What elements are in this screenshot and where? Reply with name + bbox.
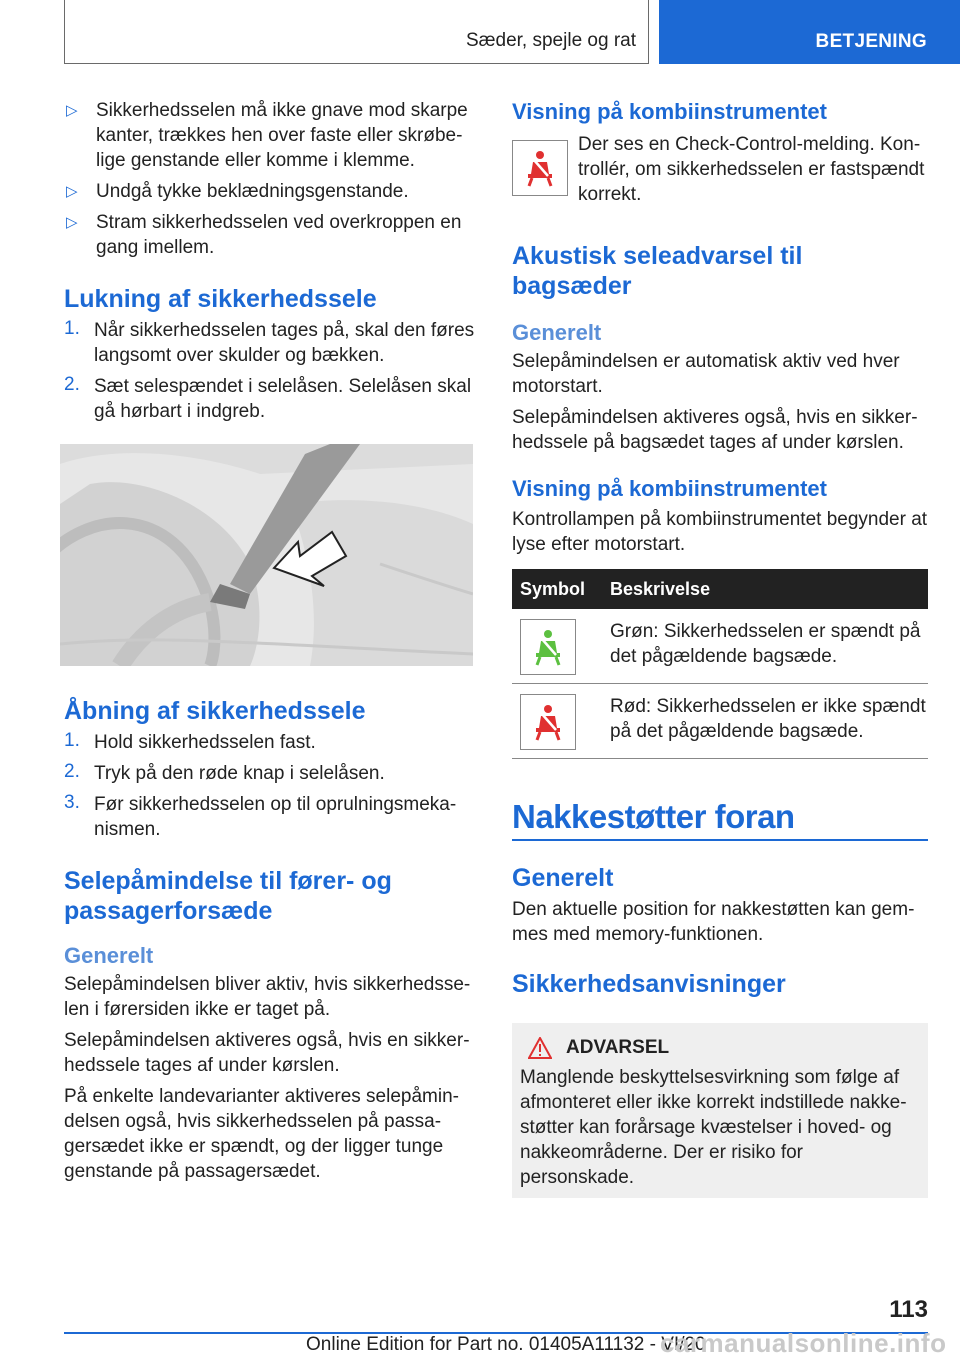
chapter-tab[interactable] — [659, 0, 960, 64]
edition-text: Online Edition for Part no. 01405A11132 - VI/20 — [306, 1334, 706, 1355]
display-block-1 — [512, 132, 928, 207]
page-number: 113 — [889, 1296, 928, 1323]
closing-step — [64, 374, 477, 424]
step-number: 1. — [64, 730, 80, 751]
safety-heading: Sikkerhedsanvisninger — [512, 970, 786, 998]
warning-head — [528, 1037, 920, 1059]
reminder-paragraph: Selepåmindelsen bliver aktiv, hvis sikkerhedsselen i førersiden ikke er taget på. — [64, 974, 471, 1020]
triangle-bullet-icon: ▷ — [66, 102, 78, 119]
watermark: carmanualsonline.info — [660, 1328, 947, 1358]
display-text-1: Der ses en Check-Control-melding. Kontrollér, om sikkerhedsselen er fastspændt korrekt. — [578, 134, 925, 205]
headrest-heading-wrap — [512, 797, 928, 841]
step-number: 2. — [64, 761, 80, 782]
step-number: 1. — [64, 318, 80, 339]
warning-triangle-icon — [528, 1037, 552, 1059]
column-header-description: Beskrivelse — [604, 569, 928, 609]
step-text: Når sikkerhedsselen tages på, skal den føres langsomt over skulder og bækken. — [94, 320, 475, 366]
left-column — [64, 98, 477, 1184]
seatbelt-green-icon — [520, 619, 576, 675]
display-heading-2: Visning på kombiinstrumentet — [512, 476, 827, 501]
headrest-heading: Nakkestøtter foran — [512, 798, 795, 835]
bullet-item — [64, 179, 477, 204]
opening-heading: Åbning af sikkerhedssele — [64, 697, 366, 725]
warning-label: ADVARSEL — [566, 1037, 670, 1058]
table-row — [512, 609, 928, 684]
acoustic-paragraph: Selepåmindelsen aktiveres også, hvis en sikkerhedssele på bagsædet tages af under kørslen. — [512, 407, 918, 453]
table-header-row — [512, 569, 928, 609]
reminder-subheading: Generelt — [64, 943, 154, 968]
bullet-text: Stram sikkerhedsselen ved overkroppen en gang imellem. — [96, 212, 462, 258]
opening-step — [64, 761, 477, 786]
acoustic-paragraph: Selepåmindelsen er automatisk aktiv ved hver motorstart. — [512, 351, 900, 397]
bullet-item — [64, 210, 477, 260]
section-title: Sæder, spejle og rat — [465, 30, 636, 51]
symbol-cell — [512, 684, 604, 759]
bullet-text: Undgå tykke beklædningsgenstande. — [96, 181, 409, 202]
triangle-bullet-icon: ▷ — [66, 214, 78, 231]
bullet-item — [64, 98, 477, 173]
right-column — [512, 98, 928, 1198]
step-text: Hold sikkerhedsselen fast. — [94, 732, 316, 753]
column-header-symbol: Symbol — [512, 569, 604, 609]
step-text: Sæt selespændet i selelåsen. Selelåsen skal gå hørbart i indgreb. — [94, 376, 472, 422]
bullet-text: Sikkerhedsselen må ikke gnave mod skarpe kanter, trækkes hen over faste eller skrøbelige genstande eller komme i klemme. — [96, 100, 468, 171]
chapter-tab-label: BETJENING — [815, 31, 927, 52]
reminder-paragraph: På enkelte landevarianter aktiveres selepåmindelsen også, hvis sikkerhedsselen på passagersædet ikke er spændt, og der ligger tunge genstande på passagersædet. — [64, 1086, 459, 1182]
display-text-2: Kontrollampen på kombiinstrumentet begynder at lyse efter motorstart. — [512, 509, 928, 555]
headrest-text: Den aktuelle position for nakkestøtten kan gemmes med memory-funktionen. — [512, 899, 915, 945]
reminder-heading: Selepåmindelse til fører- og passagerforsæde — [64, 867, 392, 925]
description-cell: Grøn: Sikkerhedsselen er spændt på det pågældende bagsæde. — [604, 609, 928, 684]
seatbelt-red-icon — [520, 694, 576, 750]
display-heading-1: Visning på kombiinstrumentet — [512, 99, 827, 124]
seatbelt-warning-icon — [512, 140, 568, 196]
acoustic-subheading: Generelt — [512, 320, 602, 345]
closing-heading: Lukning af sikkerhedssele — [64, 285, 377, 313]
header-section-box — [64, 0, 649, 64]
step-number: 2. — [64, 374, 80, 395]
warning-text: Manglende beskyttelsesvirkning som følge af afmonteret eller ikke korrekt indstillede nakkestøtter kan forårsage kvæstelser i hoved- og nakkeområderne. Der er risiko for personskade. — [520, 1067, 907, 1188]
step-number: 3. — [64, 792, 80, 813]
closing-step — [64, 318, 477, 368]
step-text: Tryk på den røde knap i selelåsen. — [94, 763, 385, 784]
triangle-bullet-icon: ▷ — [66, 183, 78, 200]
description-cell: Rød: Sikkerhedsselen er ikke spændt på det pågældende bagsæde. — [604, 684, 928, 759]
headrest-subheading: Generelt — [512, 864, 614, 892]
symbol-table — [512, 569, 928, 759]
seatbelt-buckle-illustration — [60, 444, 473, 666]
warning-box — [512, 1023, 928, 1198]
opening-step — [64, 730, 477, 755]
step-text: Før sikkerhedsselen op til oprulningsmekanismen. — [94, 794, 457, 840]
reminder-paragraph: Selepåmindelsen aktiveres også, hvis en sikkerhedssele tages af under kørslen. — [64, 1030, 470, 1076]
opening-step — [64, 792, 477, 842]
acoustic-heading: Akustisk seleadvarsel til bagsæder — [512, 242, 803, 300]
table-row — [512, 684, 928, 759]
symbol-cell — [512, 609, 604, 684]
